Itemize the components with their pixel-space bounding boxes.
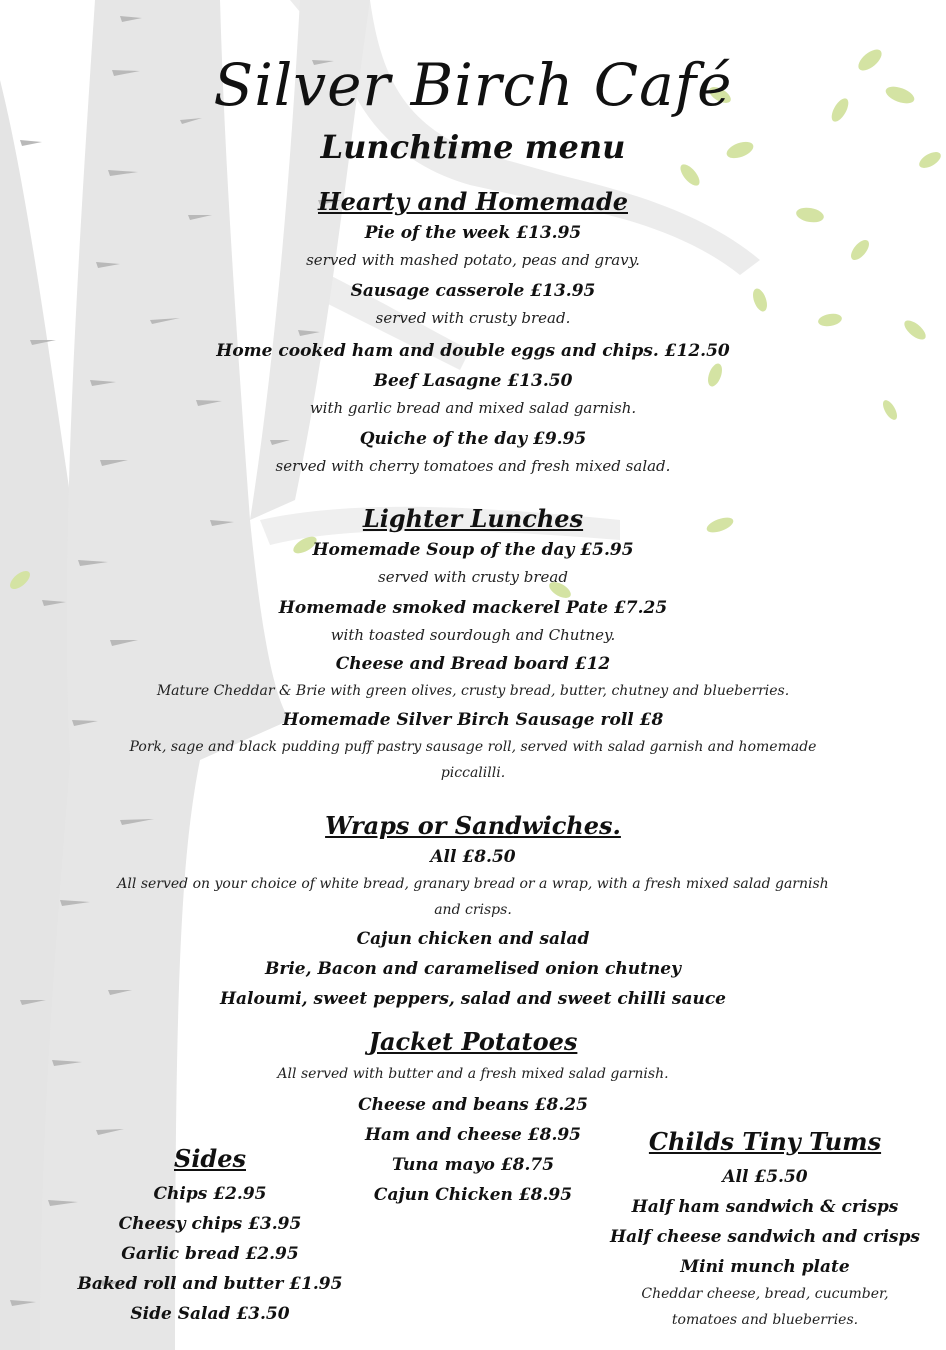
menu-item-desc: with toasted sourdough and Chutney. [330,626,616,644]
menu-item-name: Chips £2.95 [153,1184,267,1204]
menu-item-name: Quiche of the day £9.95 [359,429,587,449]
menu-item-name: Brie, Bacon and caramelised onion chutney [265,959,681,979]
childs-price: All £5.50 [722,1167,808,1187]
section-heading-sides: Sides [173,1144,246,1173]
menu-item-name: Haloumi, sweet peppers, salad and sweet chilli sauce [219,989,726,1009]
childs-desc: tomatoes and blueberries. [671,1312,859,1328]
menu-item-name: Home cooked ham and double eggs and chips. £12.50 [216,341,730,361]
menu-item-desc: Mature Cheddar & Brie with green olives, crusty bread, butter, chutney and blueberries. [156,683,790,699]
section-heading-jacket: Jacket Potatoes [368,1027,578,1056]
section-lighter [0,503,946,787]
menu-item-name: Half ham sandwich & crisps [631,1197,899,1217]
menu-item-name: Garlic bread £2.95 [121,1244,299,1264]
menu-item-desc: piccalilli. [440,765,506,781]
menu-item-name: Ham and cheese £8.95 [364,1125,582,1145]
menu-item-desc: Pork, sage and black pudding puff pastry sausage roll, served with salad garnish and homemade [129,739,817,755]
menu-item-name: Homemade Soup of the day £5.95 [312,540,634,560]
menu-item-desc: with garlic bread and mixed salad garnish. [309,399,637,417]
section-childs [610,1126,920,1334]
childs-desc: Cheddar cheese, bread, cucumber, [641,1286,889,1302]
section-wraps [0,810,946,1012]
menu-item-name: Side Salad £3.50 [130,1304,290,1324]
menu-item-desc: served with crusty bread. [375,309,571,327]
menu-item-name: Beef Lasagne £13.50 [373,371,573,391]
menu-item-desc: served with crusty bread [378,568,568,586]
menu-title: Lunchtime menu [320,128,626,166]
menu-item-name: Mini munch plate [680,1257,850,1277]
section-heading-childs: Childs Tiny Tums [648,1127,882,1156]
section-heading-wraps: Wraps or Sandwiches. [325,811,621,840]
menu-item-desc: served with mashed potato, peas and gravy. [306,251,640,269]
section-heading-hearty: Hearty and Homemade [317,187,628,216]
menu-item-name: Cajun Chicken £8.95 [373,1185,573,1205]
menu-item-name: Cajun chicken and salad [356,929,590,949]
menu-item-name: Cheese and beans £8.25 [358,1095,588,1115]
menu-item-name: Pie of the week £13.95 [364,223,582,243]
menu-item-desc: served with cherry tomatoes and fresh mixed salad. [275,457,671,475]
menu-item-name: Homemade smoked mackerel Pate £7.25 [278,598,668,618]
wraps-price: All £8.50 [430,847,516,867]
section-heading-lighter: Lighter Lunches [362,504,584,533]
menu-item-name: Sausage casserole £13.95 [350,281,596,301]
menu-item-name: Baked roll and butter £1.95 [77,1274,343,1294]
section-hearty [0,186,946,480]
jacket-desc: All served with butter and a fresh mixed salad garnish. [277,1066,669,1082]
wraps-desc: All served on your choice of white bread, granary bread or a wrap, with a fresh mixed salad garnish [117,876,829,892]
menu-item-name: Half cheese sandwich and crisps [610,1227,920,1247]
section-sides [70,1143,350,1327]
menu-item-name: Cheesy chips £3.95 [118,1214,302,1234]
menu-item-name: Homemade Silver Birch Sausage roll £8 [282,710,664,730]
menu-item-name: Tuna mayo £8.75 [391,1155,555,1175]
menu-item-name: Cheese and Bread board £12 [335,654,611,674]
wraps-desc: and crisps. [434,902,512,918]
cafe-name: Silver Birch Café [213,51,733,119]
